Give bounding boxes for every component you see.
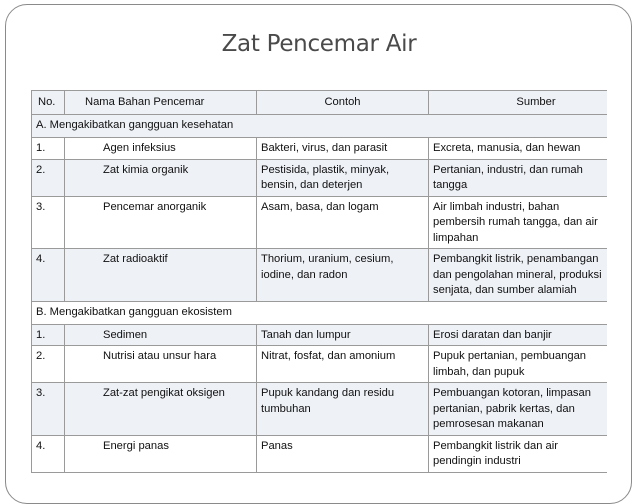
header-name: Nama Bahan Pencemar	[65, 91, 257, 115]
row-no: 1.	[32, 138, 65, 160]
row-source: Pembangkit listrik, penambangan dan pengolahan mineral, produksi senjata, dan sumber alamiah	[429, 249, 608, 302]
slide-title: Zat Pencemar Air	[221, 31, 417, 57]
row-source: Air limbah industri, bahan pembersih rumah tangga, dan air limpahan	[429, 196, 608, 249]
pollutant-table	[31, 90, 607, 473]
table-row	[32, 196, 608, 249]
section-row	[32, 301, 608, 324]
row-no: 3.	[32, 196, 65, 249]
row-source: Pembuangan kotoran, limpasan pertanian, pabrik kertas, dan pemrosesan makanan	[429, 383, 608, 436]
row-no: 4.	[32, 249, 65, 302]
row-name: Agen infeksius	[65, 138, 257, 160]
row-name: Pencemar anorganik	[65, 196, 257, 249]
row-example: Asam, basa, dan logam	[257, 196, 429, 249]
row-no: 1.	[32, 324, 65, 346]
row-name: Zat kimia organik	[65, 159, 257, 196]
section-label: A. Mengakibatkan gangguan kesehatan	[32, 115, 608, 138]
header-example: Contoh	[257, 91, 429, 115]
header-source: Sumber	[429, 91, 608, 115]
header-no: No.	[32, 91, 65, 115]
row-example: Pestisida, plastik, minyak, bensin, dan deterjen	[257, 159, 429, 196]
row-name: Zat-zat pengikat oksigen	[65, 383, 257, 436]
row-name: Sedimen	[65, 324, 257, 346]
row-example: Pupuk kandang dan residu tumbuhan	[257, 383, 429, 436]
table-row	[32, 249, 608, 302]
pollutant-table-container	[31, 90, 607, 479]
table-row	[32, 138, 608, 160]
row-name: Zat radioaktif	[65, 249, 257, 302]
row-no: 4.	[32, 435, 65, 472]
row-example: Thorium, uranium, cesium, iodine, dan radon	[257, 249, 429, 302]
row-source: Pembangkit listrik dan air pendingin industri	[429, 435, 608, 472]
section-label: B. Mengakibatkan gangguan ekosistem	[32, 301, 608, 324]
table-header-row	[32, 91, 608, 115]
row-example: Bakteri, virus, dan parasit	[257, 138, 429, 160]
row-name: Nutrisi atau unsur hara	[65, 346, 257, 383]
row-no: 2.	[32, 346, 65, 383]
row-source: Excreta, manusia, dan hewan	[429, 138, 608, 160]
table-row	[32, 159, 608, 196]
row-name: Energi panas	[65, 435, 257, 472]
row-example: Tanah dan lumpur	[257, 324, 429, 346]
section-row	[32, 115, 608, 138]
row-source: Erosi daratan dan banjir	[429, 324, 608, 346]
row-example: Nitrat, fosfat, dan amonium	[257, 346, 429, 383]
table-row	[32, 324, 608, 346]
row-example: Panas	[257, 435, 429, 472]
row-no: 2.	[32, 159, 65, 196]
table-row	[32, 346, 608, 383]
row-source: Pupuk pertanian, pembuangan limbah, dan pupuk	[429, 346, 608, 383]
row-source: Pertanian, industri, dan rumah tangga	[429, 159, 608, 196]
row-no: 3.	[32, 383, 65, 436]
table-row	[32, 435, 608, 472]
table-row	[32, 383, 608, 436]
